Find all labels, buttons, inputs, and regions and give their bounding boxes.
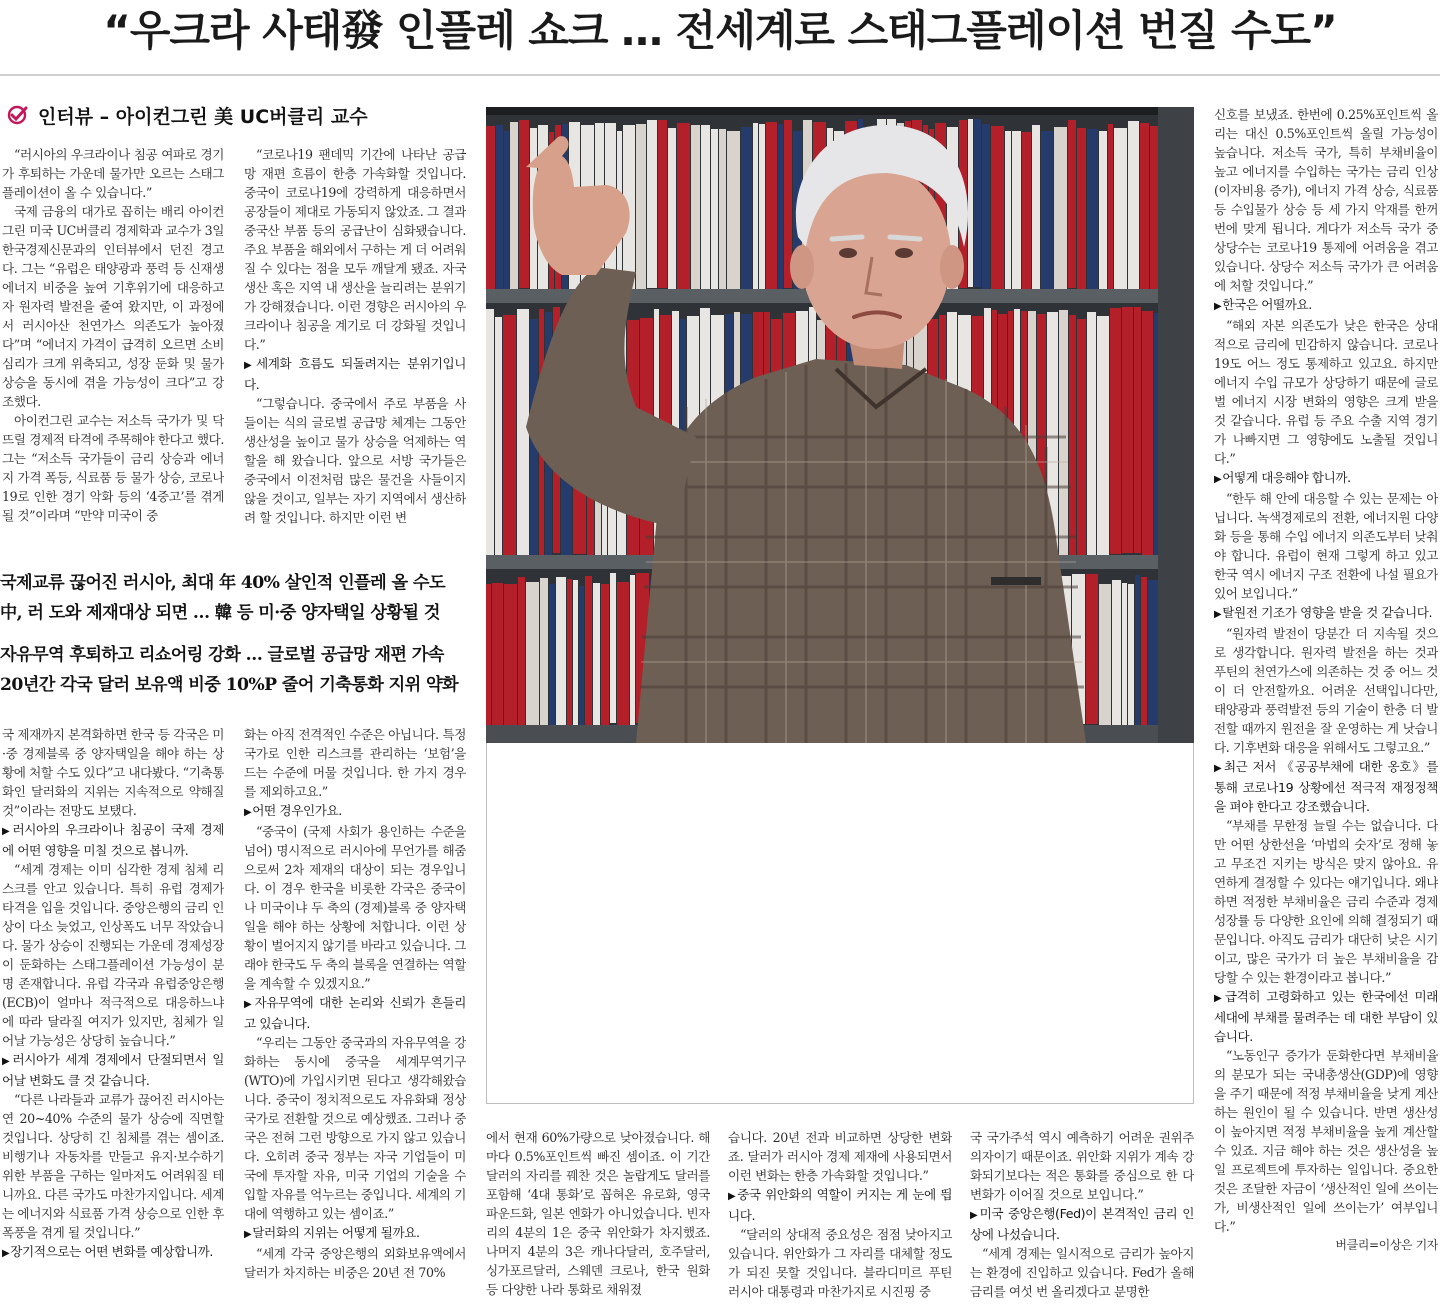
book-spine bbox=[719, 129, 726, 297]
book-spine bbox=[1099, 584, 1111, 734]
book-spine bbox=[610, 573, 616, 723]
book-spine bbox=[1022, 132, 1031, 300]
article-paragraph: 신호를 보냈죠. 한번에 0.25%포인트씩 올리는 대신 0.5%포인트씩 올릴 가능성이 높습니다. 저소득 국가, 특히 부채비율이 높고 에너지를 수입하는 국가는 금리 인상(이자비용 증가), 에너지 가격 상승, 식료품 등 수입물가 상승 등 세 가지 악재를 한꺼번에 맞게 됩니다. 게다가 저소득 국가 중 상당수는 코로나19 통제에 어려움을 겪고 있습니다. 상당수 저소득 국가가 큰 어려움에 처할 것입니다.” bbox=[1214, 107, 1438, 293]
book-spine bbox=[503, 315, 516, 561]
interview-question: ▶ 한국은 어떨까요. bbox=[1214, 295, 1438, 316]
book-spine bbox=[593, 583, 600, 733]
subhead-group-1 bbox=[0, 568, 478, 628]
book-spine bbox=[636, 124, 646, 292]
book-spine bbox=[504, 131, 509, 299]
book-spine bbox=[658, 120, 667, 288]
book-spine bbox=[753, 123, 758, 291]
book-spine bbox=[1087, 129, 1098, 297]
interview-question: ▶ 어떤 경우인가요. bbox=[244, 801, 466, 822]
book-spine bbox=[1141, 577, 1147, 727]
interview-question: ▶ 어떻게 대응해야 합니까. bbox=[1214, 468, 1438, 489]
headline-rule bbox=[0, 74, 1440, 76]
photo-blank-area bbox=[486, 743, 1194, 1104]
book-spine bbox=[630, 575, 635, 725]
book-spine bbox=[585, 576, 592, 726]
book-spine bbox=[492, 583, 503, 733]
book-spine bbox=[982, 124, 990, 292]
book-spine bbox=[1012, 131, 1021, 299]
book-spine bbox=[1059, 310, 1068, 556]
book-spine bbox=[1032, 125, 1040, 293]
kicker-label: 인터뷰 – 아이컨그린 美 UC버클리 교수 bbox=[38, 105, 368, 128]
book-spine bbox=[1069, 315, 1076, 561]
article-paragraph: 에서 현재 60%가량으로 낮아졌습니다. 해마다 0.5%포인트씩 빠진 셈이죠. 이 기간 달러의 자리를 꿰찬 것은 놀랍게도 달러를 포함해 ‘4대 통화’로 꼽혀온 유로화, 영국 파운드화, 일본 엔화가 아니었습니다. 빈자리의 4분의 1은 중국 위안화가 차지했죠. 나머지 4분의 3은 캐나다달러, 호주달러, 싱가포르달러, 스웨덴 크로나, 한국 원화 등 다양한 나라 통화로 채워졌 bbox=[486, 1130, 710, 1297]
article-paragraph: 아이컨그린 교수는 저소득 국가가 및 닥뜨릴 경제적 타격에 주목해야 한다고 했다. 그는 “저소득 국가들이 금리 상승과 에너지 가격 폭등, 식료품 등 물가 상승, 코로나19로 인한 경기 악화 등의 ‘4중고’를 겪게 될 것”이라며 “만약 미국이 중 bbox=[2, 413, 224, 523]
book-spine bbox=[1099, 131, 1107, 299]
interview-question: ▶ 자유무역에 대한 논리와 신뢰가 흔들리고 있습니다. bbox=[244, 993, 466, 1033]
professor-photo bbox=[486, 107, 1194, 743]
book-spine bbox=[526, 582, 539, 732]
book-spine bbox=[1112, 580, 1121, 730]
book-spine bbox=[677, 123, 690, 291]
book-spine bbox=[573, 580, 578, 730]
book-spine bbox=[1134, 307, 1141, 553]
subhead-line: 20년간 각국 달러 보유액 비중 10%P 줄어 기축통화 지위 약화 bbox=[0, 675, 459, 695]
book-spine bbox=[1122, 583, 1127, 733]
book-spine bbox=[1140, 123, 1149, 291]
book-spine bbox=[1087, 312, 1096, 558]
interview-question: ▶ 미국 중앙은행(Fed)이 본격적인 금리 인상에 나섰습니다. bbox=[970, 1204, 1194, 1244]
book-spine bbox=[711, 129, 718, 297]
book-spine bbox=[556, 577, 566, 727]
article-paragraph: “우리는 그동안 중국과의 자유무역을 강화하는 동시에 중국을 세계무역기구(WTO)에 가입시키면 된다고 생각해왔습니다. 중국이 정치적으로도 자유화돼 정상국가로 전환할 것으로 예상했죠. 그러나 중국은 전혀 그런 방향으로 가지 않고 있습니다. 오히려 중국 정부는 자국 기업들이 미국에 투자할 자유, 미국 기업의 기술을 수입할 자유를 억누르는 중입니다. 세계의 기대에 역행하고 있는 셈이죠.” bbox=[244, 1035, 466, 1221]
book-spine bbox=[1097, 316, 1109, 562]
book-spine bbox=[519, 120, 529, 288]
article-column-2-bottom bbox=[244, 725, 466, 1305]
book-spine bbox=[1108, 124, 1113, 292]
article-paragraph: “세계 각국 중앙은행의 외화보유액에서 달러가 차지하는 비중은 20년 전 70% bbox=[244, 1246, 466, 1280]
interview-question: ▶ 탈원전 기조가 영향을 받을 것 같습니다. bbox=[1214, 603, 1438, 624]
book-spine bbox=[1005, 131, 1011, 299]
book-spine bbox=[1110, 308, 1121, 554]
article-column-3-bottom bbox=[486, 1128, 710, 1308]
book-spine bbox=[991, 126, 1004, 294]
article-paragraph: “한두 해 안에 대응할 수 있는 문제는 아닙니다. 녹색경제로의 전환, 에너지원 다양화 등을 통해 수입 에너지 의존도부터 낮춰야 합니다. 유럽이 현재 그렇게 하고 있고 한국 역시 에너지 구조 전환에 나설 필요가 있어 보입니다.” bbox=[1214, 491, 1438, 601]
book-spine bbox=[1086, 574, 1098, 724]
headline: “우크라 사태發 인플레 쇼크 … 전세계로 스태그플레이션 번질 수도” bbox=[103, 6, 1337, 55]
article-paragraph: “코로나19 팬데믹 기간에 나타난 공급망 재편 흐름이 한층 가속화할 것입니다. 중국이 코로나19에 강력하게 대응하면서 공장들이 제대로 가동되지 않았죠. 그 결과 중국산 부품 등의 공급난이 심화됐습니다. 주요 부품을 해외에서 구하는 게 더 어려워질 수 있다는 점을 모두 깨달게 됐죠. 자국 생산 혹은 지역 내 생산을 늘리려는 분위기가 강해졌습니다. 이런 경향은 러시아의 우크라이나 침공을 계기로 더 강화될 것입니다.” bbox=[244, 147, 466, 352]
book-spine bbox=[486, 584, 491, 734]
book-spine bbox=[1142, 311, 1153, 557]
article-paragraph: “다른 나라들과 교류가 끊어진 러시아는 연 20~40% 수준의 물가 상승에 직면할 것입니다. 상당히 긴 침체를 겪는 셈이죠. 비행기나 자동차를 만들고 유지·보수하기 위한 부품을 구하는 일마저도 어려워질 테니까요. 다른 국가도 마찬가지입니다. 세계는 에너지와 식료품 가격 상승으로 인한 후폭풍을 겪게 될 것입니다.” bbox=[2, 1092, 224, 1240]
book-spine bbox=[1122, 307, 1133, 553]
article-paragraph: “세계 경제는 이미 심각한 경제 침체 리스크를 안고 있습니다. 특히 유럽 경제가 타격을 입을 것입니다. 중앙은행의 금리 인상이 다소 늦었고, 인상폭도 너무 작았습니다. 물가 상승이 진행되는 가운데 경제성장이 둔화하는 스태그플레이션 가능성이 분명 존재합니다. 유럽 각국과 유럽중앙은행(ECB)이 얼마나 적극적으로 대응하느냐에 따라 달라질 여지가 있지만, 침체가 일어날 가능성은 상당히 높습니다.” bbox=[2, 862, 224, 1048]
article-paragraph: “원자력 발전이 당분간 더 지속될 것으로 생각합니다. 원자력 발전을 하는 것과 푸틴의 천연가스에 의존하는 것 중 어느 것이 더 안전할까요. 어려운 선택입니다만, 태양광과 풍력발전 등의 기술이 한층 더 발전할 때까지 원전을 잘 운영하는 게 낫습니다. 기후변화 대응을 위해서도 그렇고요.” bbox=[1214, 626, 1438, 755]
book-spine bbox=[486, 126, 495, 294]
book-spine bbox=[1128, 584, 1134, 734]
article-paragraph: “그렇습니다. 중국에서 주로 부품을 사들이는 식의 글로벌 공급망 체계는 그동안 생산성을 높이고 물가 상승을 억제하는 역할을 해 왔습니다. 앞으로 서방 국가들은 중국에서 이전처럼 많은 물건을 사들이지 않을 것이고, 일부는 자기 지역에서 생산하려 할 것입니다. 하지만 이런 변 bbox=[244, 396, 466, 525]
article-paragraph: “세계 경제는 일시적으로 금리가 높아지는 환경에 진입하고 있습니다. Fed가 올해 금리를 여섯 번 올리겠다고 분명한 bbox=[970, 1246, 1194, 1299]
book-spine bbox=[759, 124, 765, 292]
interview-question: ▶ 세계화 흐름도 되돌려지는 분위기입니다. bbox=[244, 354, 466, 394]
book-spine bbox=[510, 122, 518, 290]
book-spine bbox=[579, 586, 584, 736]
article-paragraph: “달러의 상대적 중요성은 점점 낮아지고 있습니다. 위안화가 그 자리를 대체할 정도가 되진 못할 것입니다. 블라디미르 푸틴 러시아 대통령과 마찬가지로 시진핑 중 bbox=[728, 1227, 952, 1299]
book-spine bbox=[1114, 128, 1127, 296]
book-spine bbox=[540, 578, 548, 728]
book-spine bbox=[486, 309, 494, 555]
book-spine bbox=[1054, 127, 1067, 295]
article-paragraph: “중국이 (국제 사회가 용인하는 수준을 넘어) 명시적으로 러시아에 무언가를 해줌으로써 2차 제재의 대상이 되는 경우입니다. 이 경우 한국을 비롯한 각국은 중국이나 미국이냐 두 축의 (경제)블록 중 양자택일을 해야 하는 상황에 처합니다. 이런 상황이 벌어지지 않기를 바라고 있습니다. 그래야 한국도 두 축의 블록을 연결하는 역할을 계속할 수 있겠지요.” bbox=[244, 824, 466, 991]
article-paragraph: 화는 아직 전격적인 수준은 아닙니다. 특정 국가로 인한 리스크를 관리하는 ‘보험’을 드는 수준에 머물 것입니다. 한 가지 경우를 제외하고요.” bbox=[244, 727, 466, 799]
professor-photo-drawing bbox=[486, 107, 1194, 743]
book-spine bbox=[647, 120, 657, 288]
interview-question: ▶ 러시아가 세계 경제에서 단절되면서 일어날 변화도 클 것 같습니다. bbox=[2, 1050, 224, 1090]
book-spine bbox=[1128, 121, 1139, 289]
subhead-group-2 bbox=[0, 640, 478, 700]
book-spine bbox=[567, 579, 572, 729]
article-column-5-bottom bbox=[970, 1128, 1194, 1308]
article-paragraph: “부채를 무한정 늘릴 수는 없습니다. 다만 어떤 상한선을 ‘마법의 숫자’로 정해 놓고 무조건 지키는 방식은 맞지 않아요. 유연하게 결정할 수 있다는 얘기입니다. 왜냐하면 적정한 부채비율은 금리 수준과 경제성장률 등 다양한 요인에 의해 결정되기 때문입니다. 아직도 금리가 대단히 낮은 시기이고, 많은 국가가 더 높은 부채비율을 감당할 수 있는 환경이라고 봅니다.” bbox=[1214, 818, 1438, 985]
book-spine bbox=[701, 125, 710, 293]
byline: 버클리=이상은 기자 bbox=[1335, 1238, 1438, 1252]
book-spine bbox=[495, 317, 502, 563]
book-spine bbox=[766, 122, 777, 290]
article-column-1-bottom bbox=[2, 725, 224, 1305]
book-spine bbox=[601, 584, 609, 734]
subhead-line: 국제교류 끊어진 러시아, 최대 年 40% 살인적 인플레 올 수도 bbox=[0, 573, 445, 593]
book-spine bbox=[1077, 319, 1086, 565]
article-paragraph: 국제 금융의 대가로 꼽히는 배리 아이컨그린 미국 UC버클리 경제학과 교수가 3일 한국경제신문과의 인터뷰에서 던진 경고다. 그는 “유럽은 태양광과 풍력 등 신재생에너지 비중을 높여 기후위기에 대응하고자 원자력 발전을 줄여 왔지만, 이 과정에서 러시아산 천연가스 의존도가 높아졌다”며 “에너지 가격이 급격히 오르면 소비심리가 크게 위축되고, 성장 둔화 및 물가 상승을 동시에 겪을 가능성이 크다”고 강조했다. bbox=[2, 204, 224, 409]
subhead-line: 中, 러 도와 제재대상 되면 … 韓 등 미·중 양자택일 상황될 것 bbox=[0, 603, 440, 623]
article-column-2-top bbox=[244, 145, 466, 549]
book-spine bbox=[778, 124, 783, 292]
interview-question: ▶ 최근 저서 《공공부채에 대한 옹호》를 통해 코로나19 상황에선 적극적 재정정책을 펴야 한다고 강조했습니다. bbox=[1214, 757, 1438, 816]
book-spine bbox=[974, 119, 981, 287]
article-paragraph: “노동인구 증가가 둔화한다면 부채비율의 분모가 되는 국내총생산(GDP)에 영향을 주기 때문에 적정 부채비율을 낮게 계산하는 원인이 될 수 있습니다. 반면 생산성이 높아지면 적정 부채비율을 높게 계산할 수 있죠. 지금 해야 하는 것은 생산성을 높일 프로젝트에 투자하는 일입니다. 중요한 것은 조달한 자금이 ‘생산적인 일에 쓰이는가, 비생산적인 일에 쓰이는가’ 여부입니다.” bbox=[1214, 1048, 1438, 1234]
book-spine bbox=[691, 125, 700, 293]
article-paragraph: “해외 자본 의존도가 낮은 한국은 상대적으로 금리에 민감하지 않습니다. 코로나19도 어느 정도 통제하고 있고요. 하지만 에너지 수입 규모가 상당하기 때문에 글로벌 에너지 시장 변화의 영향은 크게 받을 것 같습니다. 유럽 등 주요 수출 지역 경기가 나빠지면 그 영향에도 노출될 것입니다.” bbox=[1214, 318, 1438, 466]
book-spine bbox=[1068, 120, 1076, 288]
book-spine bbox=[549, 584, 555, 734]
book-spine bbox=[968, 119, 973, 287]
interview-kicker bbox=[6, 100, 368, 130]
article-paragraph: 습니다. 20년 전과 비교하면 상당한 변화죠. 달러가 러시아 경제 제재에 사용되면서 이런 변화는 한층 가속화할 것입니다.” bbox=[728, 1130, 952, 1183]
interview-question: ▶ 중국 위안화의 역할이 커지는 게 눈에 띕니다. bbox=[728, 1185, 952, 1225]
book-spine bbox=[668, 128, 676, 296]
book-spine bbox=[1077, 128, 1086, 296]
book-spine bbox=[504, 584, 517, 734]
article-column-right bbox=[1214, 105, 1438, 1308]
book-spine bbox=[518, 577, 525, 727]
book-spine bbox=[727, 131, 740, 299]
book-spine bbox=[1135, 575, 1140, 725]
subhead-line: 자유무역 후퇴하고 리쇼어링 강화 … 글로벌 공급망 재편 가속 bbox=[0, 645, 444, 665]
interview-question: ▶ 달러화의 지위는 어떻게 될까요. bbox=[244, 1223, 466, 1244]
book-spine bbox=[517, 309, 529, 555]
book-spine bbox=[617, 582, 629, 732]
interview-question: ▶ 급격히 고령화하고 있는 한국에선 미래 세대에 부채를 물려주는 데 대한 부담이 있습니다. bbox=[1214, 987, 1438, 1046]
book-spine bbox=[496, 125, 503, 293]
article-column-1-top bbox=[2, 145, 224, 549]
interview-question: ▶ 장기적으로는 어떤 변화를 예상합니까. bbox=[2, 1242, 224, 1263]
book-spine bbox=[1041, 131, 1053, 299]
subheads bbox=[0, 568, 478, 712]
article-paragraph: 국 제재까지 본격화하면 한국 등 각국은 미·중 경제블록 중 양자택일을 해야 하는 상황에 처할 수도 있다”고 내다봤다. “기축통화인 달러화의 지위는 지속적으로 약해질 것”이라는 전망도 보탰다. bbox=[2, 727, 224, 818]
article-paragraph: 국 국가주석 역시 예측하기 어려운 권위주의자이기 때문이죠. 위안화 지위가 계속 강화되기보다는 적은 통화를 중심으로 한 다변화가 이어질 것으로 보입니다.” bbox=[970, 1130, 1194, 1202]
article-paragraph: “러시아의 우크라이나 침공 여파로 경기가 후퇴하는 가운데 물가만 오르는 스태그플레이션이 올 수 있습니다.” bbox=[2, 147, 224, 200]
check-circle-icon bbox=[6, 104, 28, 126]
book-spine bbox=[741, 127, 752, 295]
article-column-4-bottom bbox=[728, 1128, 952, 1308]
interview-question: ▶ 러시아의 우크라이나 침공이 국제 경제에 어떤 영향을 미칠 것으로 봅니까. bbox=[2, 820, 224, 860]
